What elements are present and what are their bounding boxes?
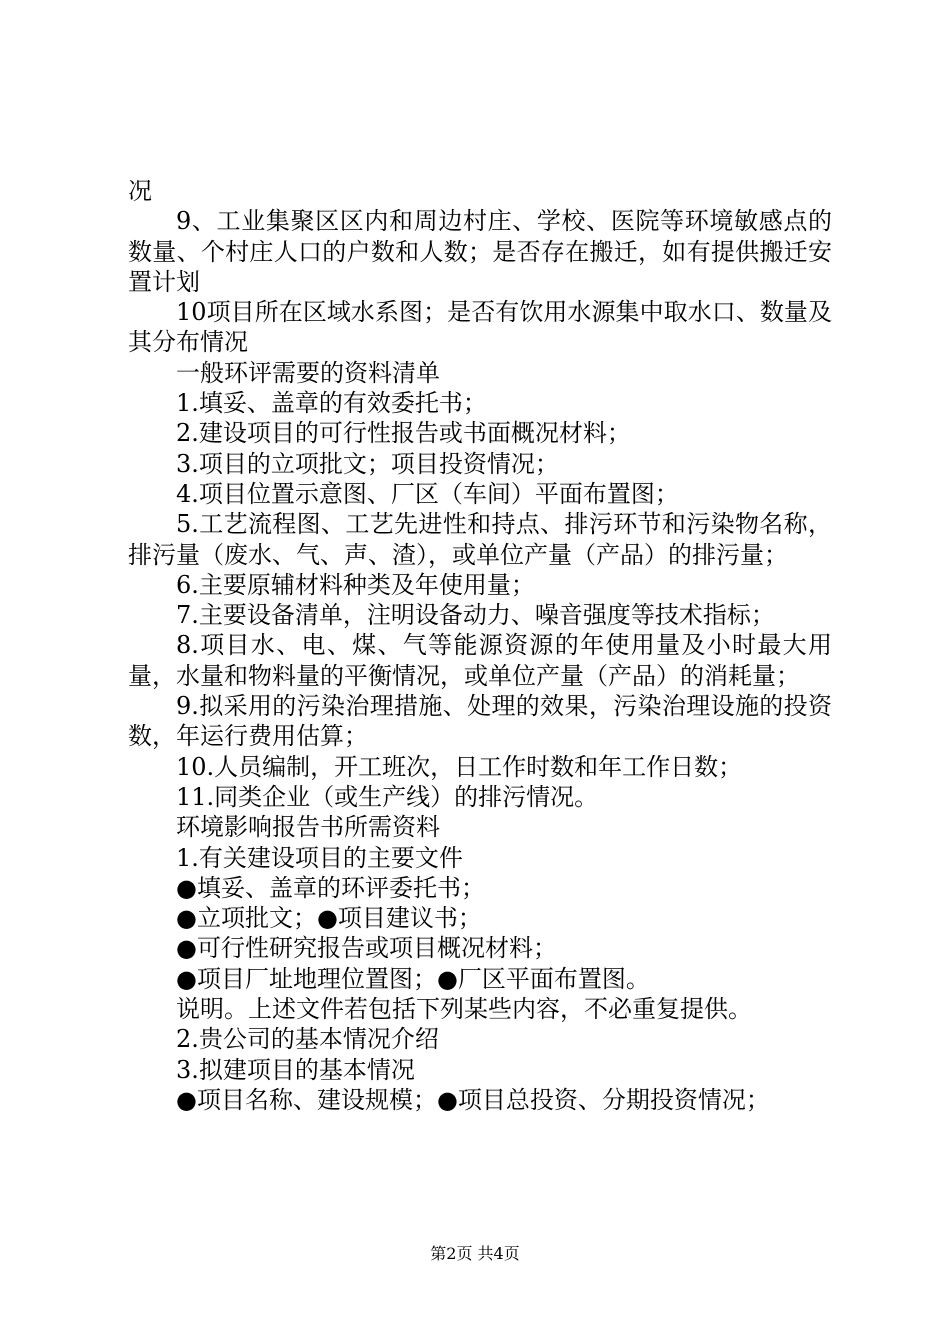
list-item: 11.同类企业（或生产线）的排污情况。 [176,782,599,811]
list-item: 7.主要设备清单，注明设备动力、噪音强度等技术指标； [176,601,775,630]
paragraph: 况 [128,177,152,205]
section-heading: 一般环评需要的资料清单 [176,358,440,387]
list-item: 2.贵公司的基本情况介绍 [176,1025,439,1054]
list-item: 3.拟建项目的基本情况 [176,1055,415,1084]
body-text [128,176,832,1115]
bullet-item: ●立项批文；●项目建议书； [176,904,482,933]
paragraph: 10项目所在区域水系图；是否有饮用水源集中取水口、数量及其分布情况 [128,298,832,357]
list-item: 10.人员编制，开工班次，日工作时数和年工作日数； [176,752,743,781]
note-paragraph: 说明。上述文件若包括下列某些内容，不必重复提供。 [176,995,752,1024]
list-item: 8.项目水、电、煤、气等能源资源的年使用量及小时最大用量，水量和物料量的平衡情况，或单位产量（产品）的消耗量； [128,631,832,690]
list-item: 1.填妥、盖章的有效委托书； [176,389,487,418]
bullet-item: ●项目名称、建设规模；●项目总投资、分期投资情况； [176,1085,770,1114]
list-item: 6.主要原辅材料种类及年使用量； [176,570,535,599]
paragraph: 9、工业集聚区区内和周边村庄、学校、医院等环境敏感点的数量、个村庄人口的户数和人数；是否存在搬迁，如有提供搬迁安置计划 [128,207,832,296]
list-item: 4.项目位置示意图、厂区（车间）平面布置图； [176,479,679,508]
list-item: 1.有关建设项目的主要文件 [176,843,463,872]
list-item: 3.项目的立项批文；项目投资情况； [176,449,559,478]
list-item: 2.建设项目的可行性报告或书面概况材料； [176,419,631,448]
bullet-item: ●项目厂址地理位置图；●厂区平面布置图。 [176,964,650,993]
bullet-item: ●填妥、盖章的环评委托书； [176,873,485,902]
bullet-item: ●可行性研究报告或项目概况材料； [176,934,557,963]
list-item: 9.拟采用的污染治理措施、处理的效果，污染治理设施的投资数，年运行费用估算； [128,692,832,751]
page-number-footer: 第2页 共4页 [430,1244,520,1263]
section-heading: 环境影响报告书所需资料 [176,813,440,842]
list-item: 5.工艺流程图、工艺先进性和持点、排污环节和污染物名称，排污量（废水、气、声、渣），或单位产量（产品）的排污量； [128,510,832,569]
